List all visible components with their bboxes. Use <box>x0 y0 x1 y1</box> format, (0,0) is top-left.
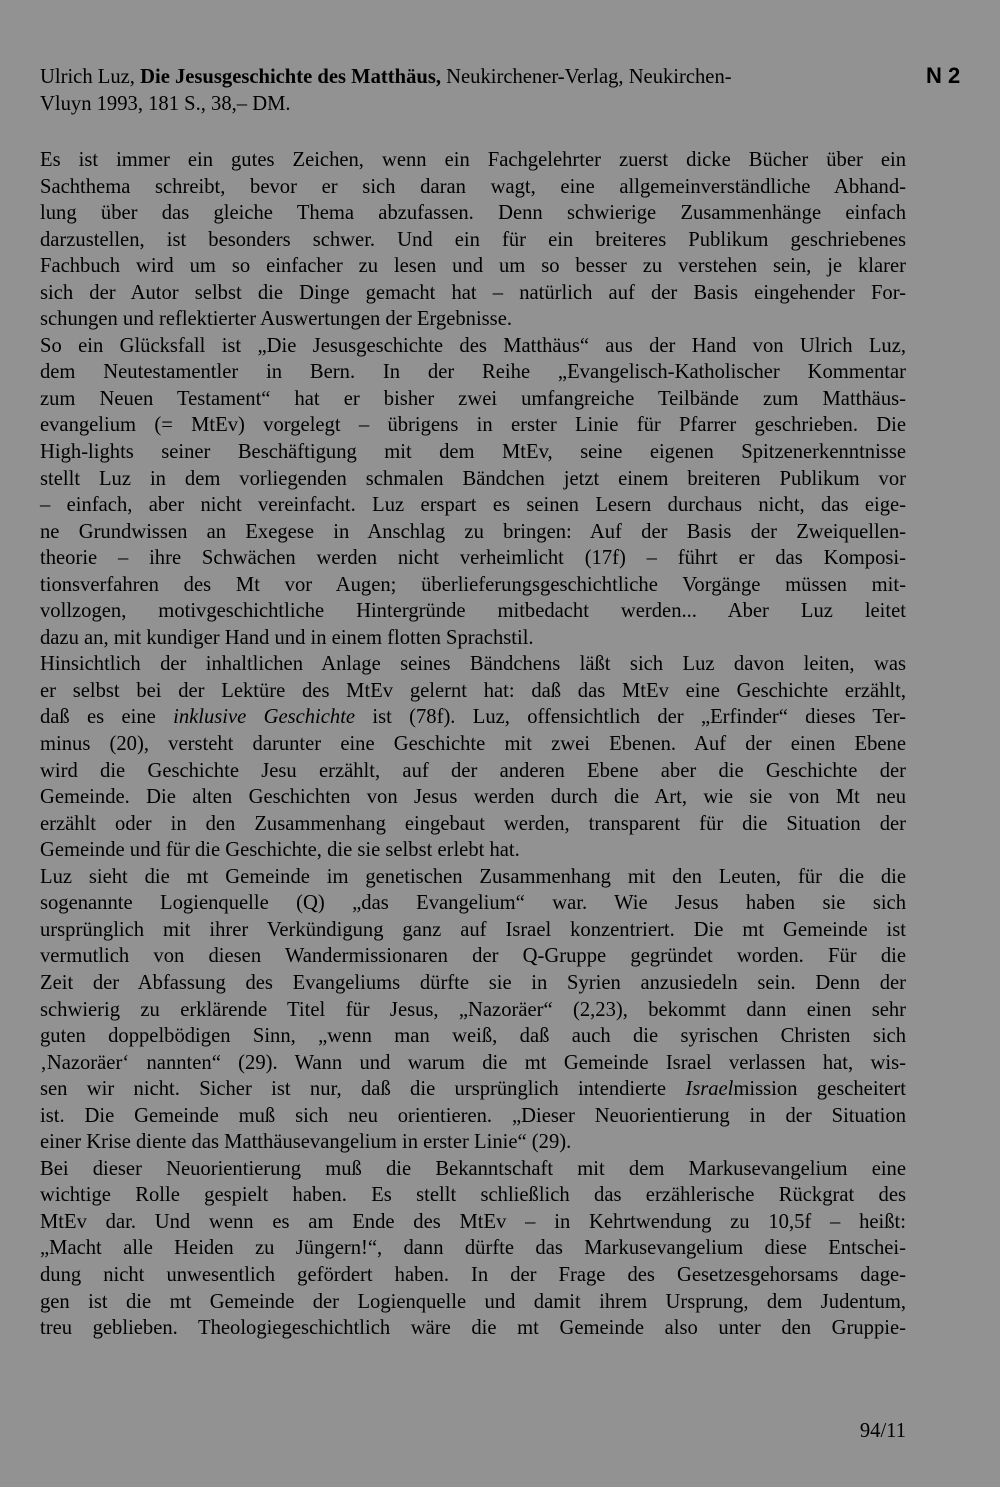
text-line: er selbst bei der Lektüre des MtEv gelernt hat: daß das MtEv eine Geschichte erzählt, <box>40 679 906 702</box>
text-line: einer Krise diente das Matthäusevangelium in erster Linie“ (29). <box>40 1131 572 1154</box>
text-line: ursprünglich mit ihrer Verkündigung ganz auf Israel konzentriert. Die mt Gemeinde ist <box>40 918 906 941</box>
text-line: wird die Geschichte Jesu erzählt, auf der anderen Ebene aber die Geschichte der <box>40 759 906 782</box>
text-line: Fachbuch wird um so einfacher zu lesen und um so besser zu verstehen sein, je klarer <box>40 255 906 278</box>
text-line: vollzogen, motivgeschichtliche Hintergründe mitbedacht werden... Aber Luz leitet <box>40 600 906 623</box>
text-line: minus (20), versteht darunter eine Geschichte mit zwei Ebenen. Auf der einen Ebene <box>40 733 906 756</box>
page-number: 94/11 <box>859 1420 906 1442</box>
book-title: Die Jesusgeschichte des Matthäus, <box>140 66 441 88</box>
text-line: wichtige Rolle gespielt haben. Es stellt schließlich das erzählerische Rückgrat des <box>40 1184 906 1207</box>
text-line: High-lights seiner Beschäftigung mit dem MtEv, seine eigenen Spitzenerkenntnisse <box>40 441 906 464</box>
author: Ulrich Luz, <box>40 66 135 88</box>
text-line: MtEv dar. Und wenn es am Ende des MtEv – in Kehrtwendung zu 10,5f – heißt: <box>40 1210 906 1233</box>
text-line: daß es eine inklusive Geschichte ist (78f). Luz, offensichtlich der „Erfinder“ dieses Ter- <box>40 706 906 729</box>
text-line: „Macht alle Heiden zu Jüngern!“, dann dürfte das Markusevangelium diese Entschei- <box>40 1237 906 1260</box>
text-line: theorie – ihre Schwächen werden nicht verheimlicht (17f) – führt er das Komposi- <box>40 547 906 570</box>
paragraph <box>40 147 906 333</box>
text-line: zum Neuen Testament“ hat er bisher zwei umfangreiche Teilbände zum Matthäus- <box>40 387 906 410</box>
paragraph <box>40 864 906 1156</box>
text-line: – einfach, aber nicht vereinfacht. Luz erspart es seinen Lesern durchaus nicht, das eige- <box>40 494 906 517</box>
text-line: gen ist die mt Gemeinde der Logienquelle und damit ihrem Ursprung, dem Judentum, <box>40 1290 906 1313</box>
section-tag: N 2 <box>926 63 961 88</box>
text-line: erzählt oder in den Zusammenhang eingebaut werden, transparent für die Situation der <box>40 812 906 835</box>
text-line: Es ist immer ein gutes Zeichen, wenn ein Fachgelehrter zuerst dicke Bücher über ein <box>40 149 906 171</box>
text-line: vermutlich von diesen Wandermissionaren der Q-Gruppe gegründet worden. Für die <box>40 945 906 968</box>
text-line: ne Grundwissen an Exegese in Anschlag zu bringen: Auf der Basis der Zweiquellen- <box>40 520 906 543</box>
text-line: stellt Luz in dem vorliegenden schmalen Bändchen jetzt einem breiteren Publikum vor <box>40 467 906 490</box>
text-line: treu geblieben. Theologiegeschichtlich wäre die mt Gemeinde also unter den Gruppie- <box>40 1317 906 1340</box>
text-line: evangelium (= MtEv) vorgelegt – übrigens in erster Linie für Pfarrer geschrieben. Die <box>40 414 906 437</box>
text-line: ist. Die Gemeinde muß sich neu orientieren. „Dieser Neuorientierung in der Situation <box>40 1104 906 1127</box>
text-line: Gemeinde. Die alten Geschichten von Jesus werden durch die Art, wie sie von Mt neu <box>40 786 906 809</box>
text-line: Zeit der Abfassung des Evangeliums dürfte sie in Syrien anzusiedeln sein. Denn der <box>40 971 906 994</box>
publisher-line-2: Vluyn 1993, 181 S., 38,– DM. <box>40 92 291 115</box>
text-line: sich der Autor selbst die Dinge gemacht hat – natürlich auf der Basis eingehender For- <box>40 281 906 304</box>
text-line: So ein Glücksfall ist „Die Jesusgeschichte des Matthäus“ aus der Hand von Ulrich Luz, <box>40 334 906 357</box>
text-line: dem Neutestamentler in Bern. In der Reihe „Evangelisch-Katholischer Kommentar <box>40 361 906 384</box>
text-line: Gemeinde und für die Geschichte, die sie selbst erlebt hat. <box>40 839 520 862</box>
text-line: schwierig zu erklärende Titel für Jesus, „Nazoräer“ (2,23), bekommt dann einen sehr <box>40 998 906 1021</box>
paragraph <box>40 333 906 652</box>
text-line: ‚Nazoräer‘ nannten“ (29). Wann und warum die mt Gemeinde Israel verlassen hat, wis- <box>40 1051 906 1074</box>
text-line: dung nicht unwesentlich gefördert haben. In der Frage des Gesetzesgehorsams dage- <box>40 1263 906 1286</box>
text-line: sen wir nicht. Sicher ist nur, daß die ursprünglich intendierte Israelmission gescheitert <box>40 1078 906 1101</box>
review-body <box>40 147 906 1342</box>
text-line: Luz sieht die mt Gemeinde im genetischen Zusammenhang mit den Leuten, für die die <box>40 865 906 888</box>
paragraph <box>40 1156 906 1342</box>
publisher-line-1: Neukirchener-Verlag, Neukirchen- <box>446 66 732 88</box>
text-line: lung über das gleiche Thema abzufassen. Denn schwierige Zusammenhänge einfach <box>40 202 906 225</box>
text-line: dazu an, mit kundiger Hand und in einem flotten Sprachstil. <box>40 626 534 649</box>
text-line: Hinsichtlich der inhaltlichen Anlage seines Bändchens läßt sich Luz davon leiten, was <box>40 653 906 676</box>
text-line: tionsverfahren des Mt vor Augen; überlieferungsgeschichtliche Vorgänge müssen mit- <box>40 573 906 596</box>
text-line: guten doppelbödigen Sinn, „wenn man weiß, daß auch die syrischen Christen sich <box>40 1025 906 1048</box>
text-line: schungen und reflektierter Auswertungen der Ergebnisse. <box>40 308 512 331</box>
text-line: sogenannte Logienquelle (Q) „das Evangelium“ war. Wie Jesus haben sie sich <box>40 892 906 915</box>
text-line: Bei dieser Neuorientierung muß die Bekanntschaft mit dem Markusevangelium eine <box>40 1157 906 1180</box>
citation-header <box>40 64 906 117</box>
text-line: Sachthema schreibt, bevor er sich daran wagt, eine allgemeinverständliche Abhand- <box>40 175 906 198</box>
text-line: darzustellen, ist besonders schwer. Und ein für ein breiteres Publikum geschriebenes <box>40 228 906 251</box>
paragraph <box>40 651 906 863</box>
